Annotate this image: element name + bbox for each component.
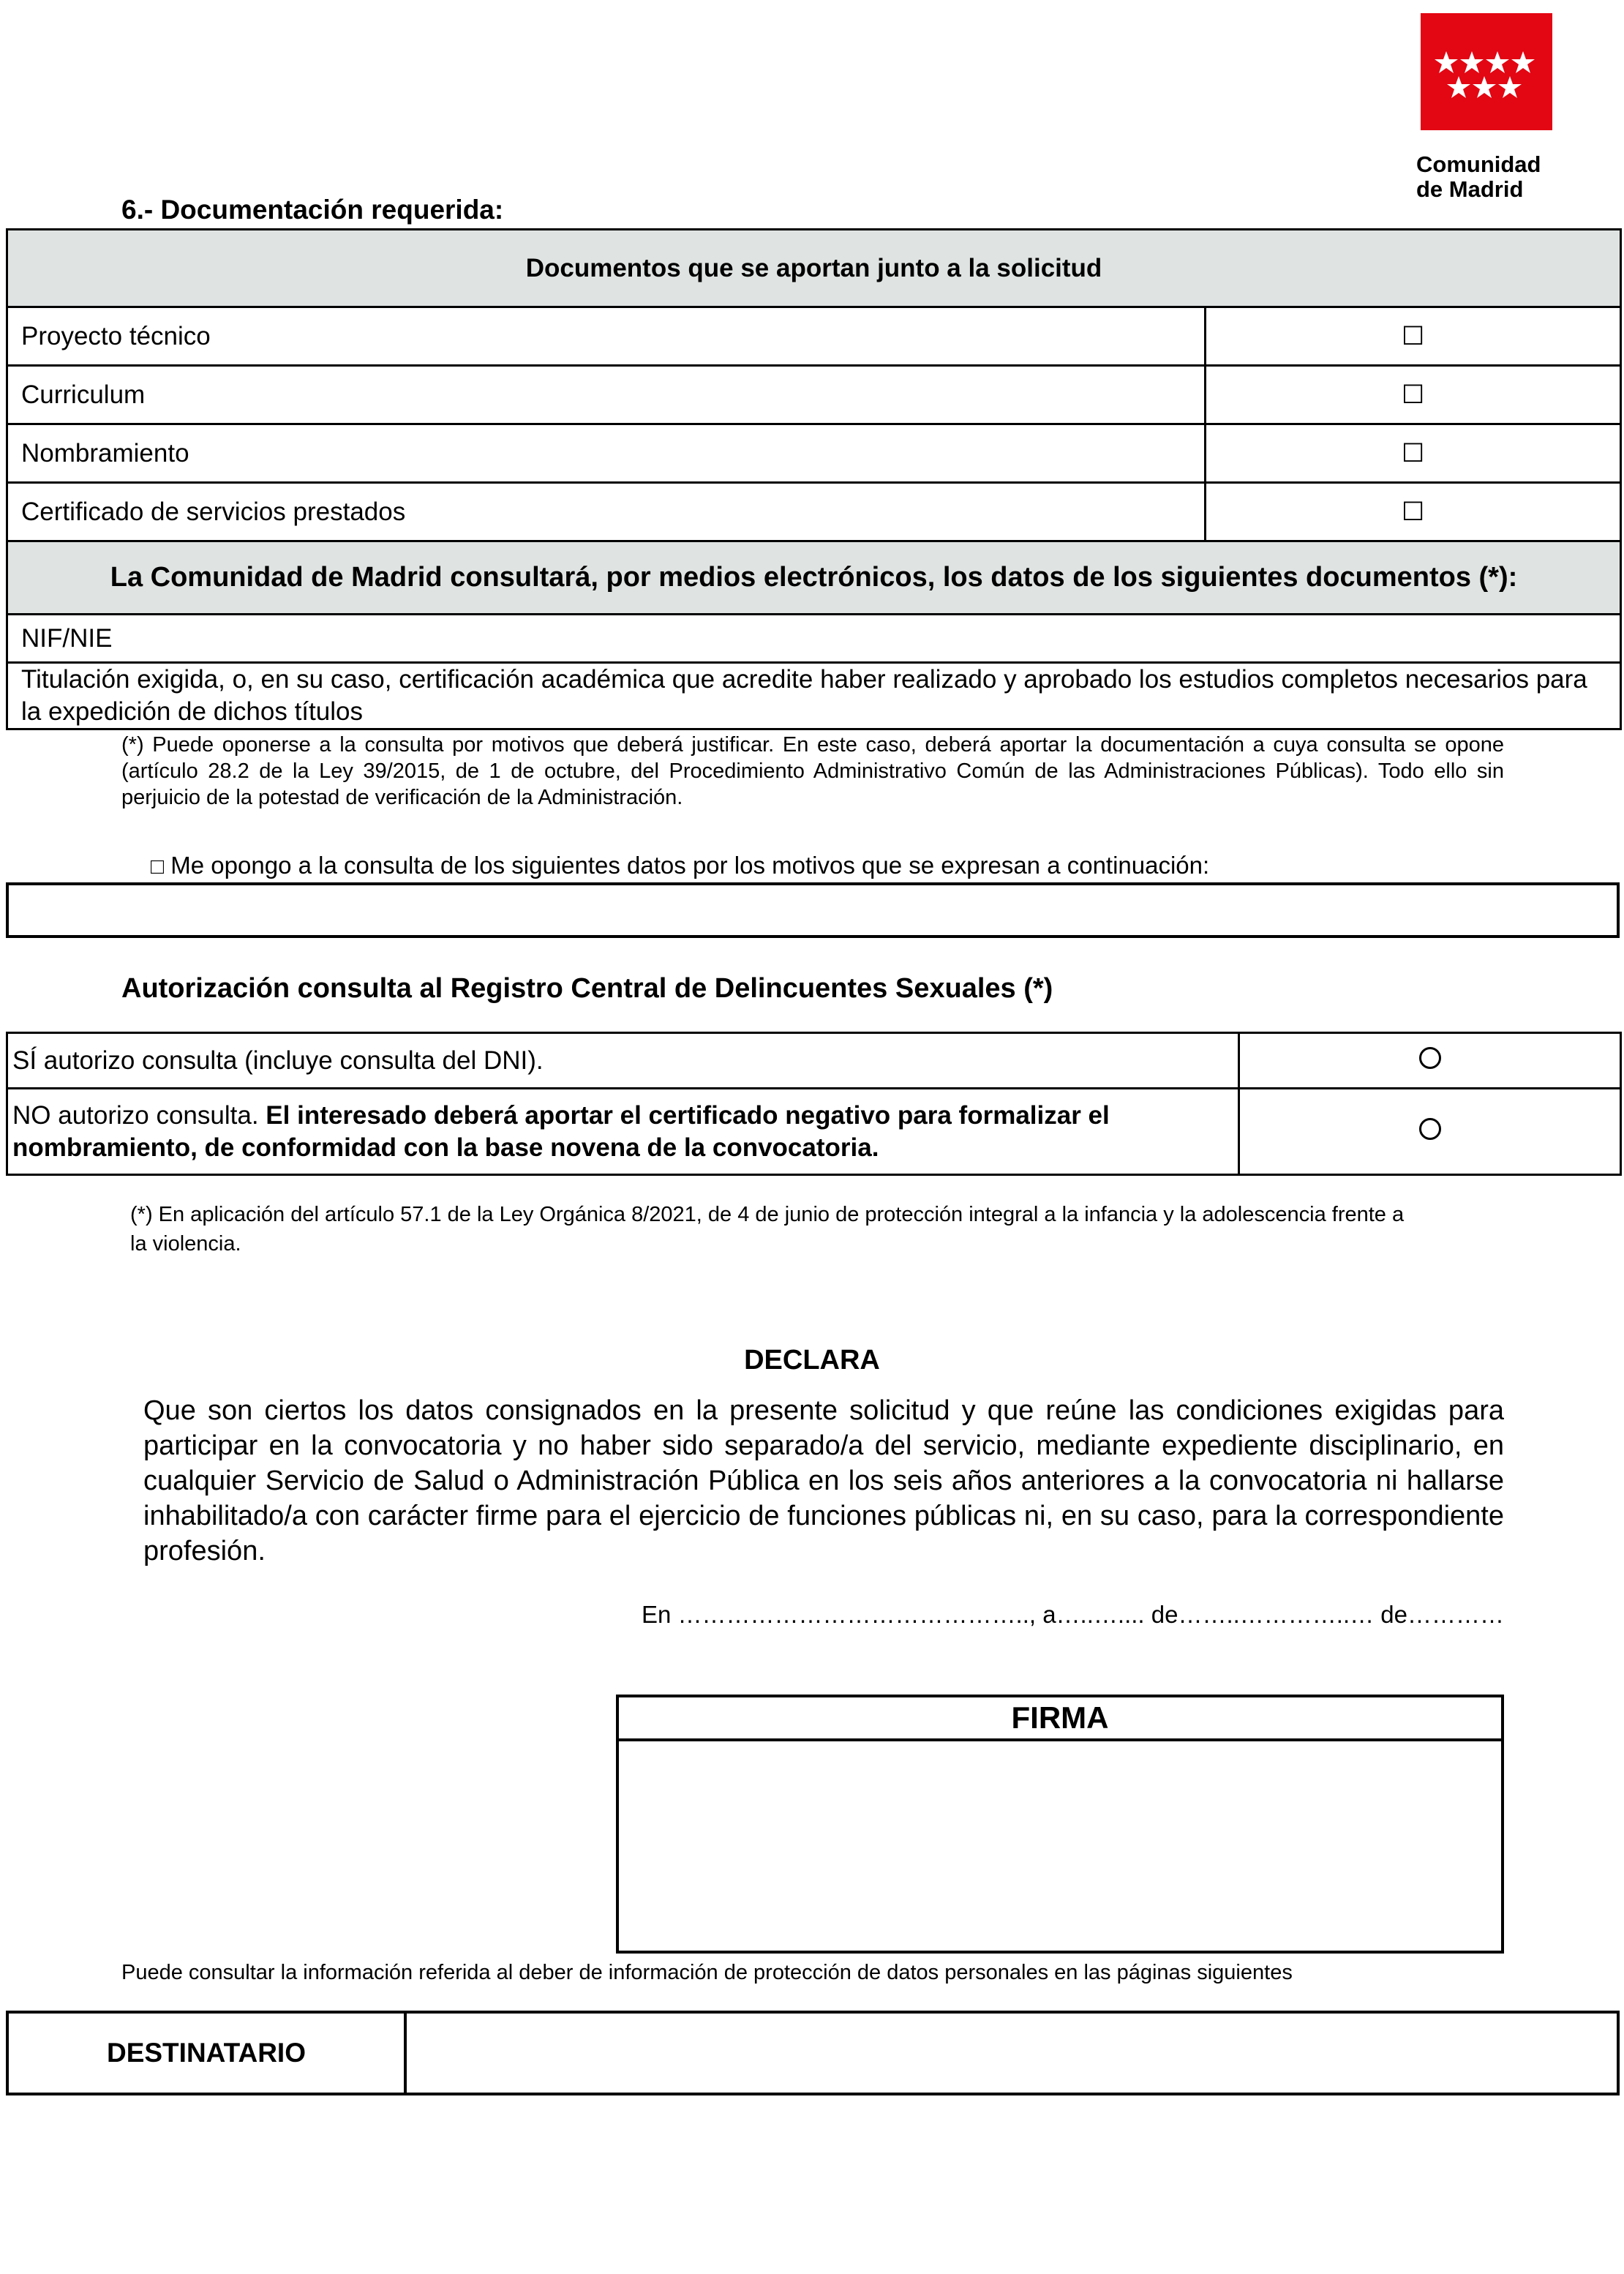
authorize-no-plain: NO autorizo consulta. [12, 1100, 259, 1130]
declaration-body: Que son ciertos los datos consignados en la presente solicitud y que reúne las condiciones exigidas para participar en la convocatoria y no haber sido separado/a del servicio, mediante expediente disciplinario, en cualquier Servicio de Salud o Administración Pública en los seis años anteriores a la convocatoria ni hallarse inhabilitado/a con carácter firme para el ejercicio de funciones públicas ni, en su caso, para la correspondiente profesión. [143, 1395, 1504, 1566]
comunidad-madrid-logo [1421, 13, 1552, 130]
document-label: Nombramiento [7, 424, 1206, 483]
document-label: Certificado de servicios prestados [7, 483, 1206, 541]
authorize-no-label [7, 1089, 1239, 1175]
authorization-table [6, 1032, 1622, 1176]
authorize-yes-radio[interactable] [1419, 1047, 1441, 1069]
oppose-reasons-field[interactable] [6, 882, 1620, 938]
oppose-line [151, 852, 1209, 879]
logo-text [1416, 152, 1563, 202]
document-checkbox[interactable]: ☐ [1206, 307, 1621, 366]
document-checkbox[interactable]: ☐ [1206, 366, 1621, 424]
table-row [7, 663, 1621, 729]
table-row [7, 424, 1621, 483]
consult-header: La Comunidad de Madrid consultará, por medios electrónicos, los datos de los siguientes documentos (*): [7, 541, 1621, 615]
authorize-yes-label: SÍ autorizo consulta (incluye consulta del DNI). [7, 1033, 1239, 1089]
table-row [7, 615, 1621, 663]
logo-line1: Comunidad [1416, 151, 1541, 177]
documents-table [6, 228, 1622, 730]
authorization-title: Autorización consulta al Registro Central de Delincuentes Sexuales (*) [121, 973, 1053, 1004]
authorize-yes-radio-cell [1239, 1033, 1621, 1089]
consult-item: Titulación exigida, o, en su caso, certificación académica que acredite haber realizado y aprobado los estudios completos necesarios para la expedición de dichos títulos [7, 663, 1621, 729]
authorization-footnote: (*) En aplicación del artículo 57.1 de la Ley Orgánica 8/2021, de 4 de junio de protección integral a la infancia y la adolescencia frente a la violencia. [130, 1203, 1405, 1256]
table-row [7, 366, 1621, 424]
table-row [7, 307, 1621, 366]
privacy-note: Puede consultar la información referida al deber de información de protección de datos personales en las páginas siguientes [121, 1961, 1293, 1984]
table-row [7, 483, 1621, 541]
document-label: Curriculum [7, 366, 1206, 424]
documents-table-header: Documentos que se aportan junto a la solicitud [7, 230, 1621, 307]
authorize-no-radio-cell [1239, 1089, 1621, 1175]
document-checkbox[interactable]: ☐ [1206, 483, 1621, 541]
signature-box[interactable] [616, 1695, 1504, 1954]
section-title: 6.- Documentación requerida: [121, 195, 504, 225]
oppose-text: Me opongo a la consulta de los siguientes datos por los motivos que se expresan a continuación: [170, 852, 1210, 879]
oppose-checkbox[interactable]: □ [151, 855, 165, 879]
document-checkbox[interactable]: ☐ [1206, 424, 1621, 483]
authorize-no-bold: El interesado deberá aportar el certificado negativo para formalizar el nombramiento, de conformidad con la base novena de la convocatoria. [12, 1100, 1110, 1162]
authorize-no-radio[interactable] [1419, 1118, 1441, 1140]
stars-icon [1421, 13, 1552, 130]
place-date-line[interactable]: En …………………………………….., a…..….... de……..…………..… de………… [642, 1601, 1504, 1628]
table-row [7, 1089, 1621, 1175]
recipient-label: DESTINATARIO [9, 2014, 407, 2093]
consult-item: NIF/NIE [7, 615, 1621, 663]
table-row [7, 1033, 1621, 1089]
signature-title: FIRMA [619, 1697, 1501, 1741]
consult-footnote: (*) Puede oponerse a la consulta por motivos que deberá justificar. En este caso, deberá aportar la documentación a cuya consulta se opone (artículo 28.2 de la Ley 39/2015, de 1 de octubre, del Procedimiento Administrativo Común de las Administraciones Públicas). Todo ello sin perjuicio de la potestad de verificación de la Administración. [121, 733, 1504, 809]
recipient-field[interactable] [407, 2014, 1617, 2093]
recipient-box [6, 2011, 1620, 2095]
declaration-title: DECLARA [744, 1345, 880, 1376]
document-label: Proyecto técnico [7, 307, 1206, 366]
logo-line2: de Madrid [1416, 176, 1524, 202]
